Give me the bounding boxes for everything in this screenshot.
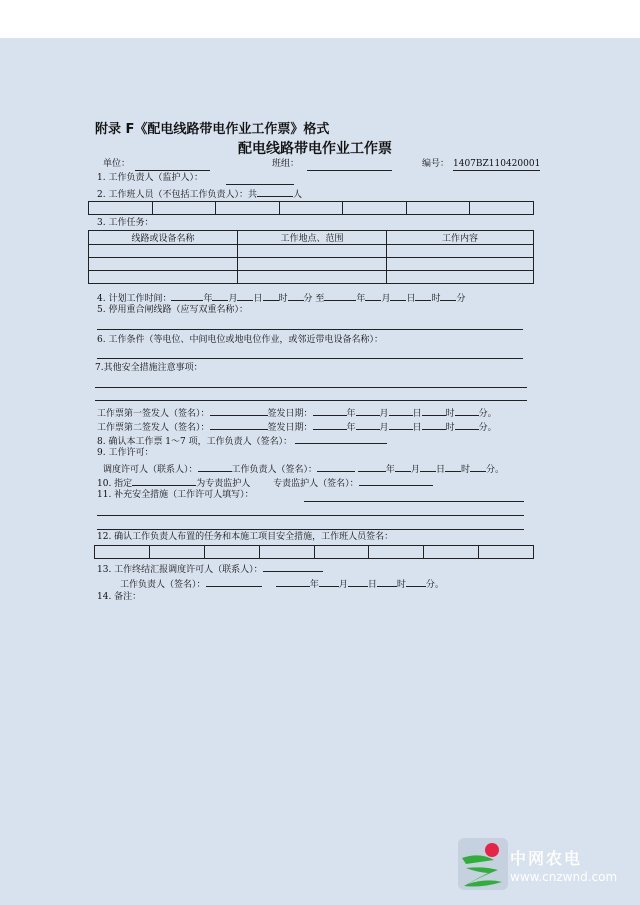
team-field[interactable] (307, 170, 392, 171)
item7-label: 7.其他安全措施注意事项： (95, 363, 203, 373)
item12-label: 12. 确认工作负责人布置的任务和本施工项目安全措施，工作班人员签名： (97, 532, 394, 542)
cnzwnd-logo-icon (458, 838, 508, 890)
unit-label: 单位： (103, 159, 131, 169)
item14-label: 14. 备注： (97, 592, 142, 602)
item5-field[interactable] (97, 329, 523, 330)
table-row (89, 202, 534, 215)
issuer2-line: 工作票第二签发人（签名）： 签发日期： 年 月 日 时 分。 (97, 420, 497, 434)
item4-planned-time: 4. 计划工作时间： 年 月 日 时 分 至 年 月 日 时 分 (97, 291, 466, 305)
col-header: 线路或设备名称 (89, 231, 238, 245)
item13-leader-line: 工作负责人（签名）： 年 月 日 时 分。 (120, 577, 444, 591)
appendix-title: 附录 F《配电线路带电作业工作票》格式 (95, 122, 330, 137)
crew-table (88, 201, 534, 215)
watermark-name: 中网农电 (510, 849, 583, 868)
watermark-url: www.cnzwnd.com (510, 870, 618, 884)
table-row (89, 258, 534, 271)
table-header-row (89, 231, 534, 245)
number-label: 编号： (422, 159, 450, 169)
leader-field[interactable] (226, 184, 294, 185)
task-table (88, 230, 534, 284)
form-title: 配电线路带电作业工作票 (238, 141, 392, 157)
item6-field[interactable] (97, 358, 523, 359)
item11-field-0[interactable] (304, 501, 524, 502)
item11-field-2[interactable] (97, 529, 524, 530)
table-row (89, 271, 534, 284)
table-row (89, 245, 534, 258)
item9-label: 9. 工作许可： (97, 448, 154, 458)
item6-label: 6. 工作条件（等电位、中间电位或地电位作业，或邻近带电设备名称）： (97, 335, 383, 345)
item1-label: 1. 工作负责人（监护人）： (97, 173, 203, 183)
team-label: 班组： (272, 159, 300, 169)
item11-label: 11. 补充安全措施（工作许可人填写）： (97, 490, 254, 500)
item5-label: 5. 停用重合闸线路（应写双重名称）： (97, 305, 248, 315)
item7-field-1[interactable] (95, 387, 527, 388)
item3-label: 3. 工作任务： (97, 218, 154, 228)
col-header: 工作内容 (387, 231, 534, 245)
item10-line: 10. 指定 为专责监护人 专责监护人（签名）： (97, 476, 433, 490)
crew-signature-table (94, 545, 534, 559)
col-header: 工作地点、范围 (238, 231, 387, 245)
item9-permit-line: 调度许可人（联系人）： 工作负责人（签名）： 年 月 日 时 分。 (103, 462, 504, 476)
ticket-number: 1407BZ110420001 (453, 159, 541, 169)
unit-field[interactable] (135, 170, 210, 171)
table-row (95, 546, 534, 559)
top-margin (0, 0, 640, 38)
issuer1-line: 工作票第一签发人（签名）： 签发日期： 年 月 日 时 分。 (97, 406, 497, 420)
item11-field-1[interactable] (97, 515, 524, 516)
item7-field-2[interactable] (95, 400, 527, 401)
item2-label: 2. 工作班人员（不包括工作负责人）：共 人 (97, 187, 302, 201)
item8-line: 8. 确认本工作票 1～7 项，工作负责人（签名）： (97, 434, 387, 448)
item13-line: 13. 工作终结汇报调度许可人（联系人）： (97, 562, 323, 576)
